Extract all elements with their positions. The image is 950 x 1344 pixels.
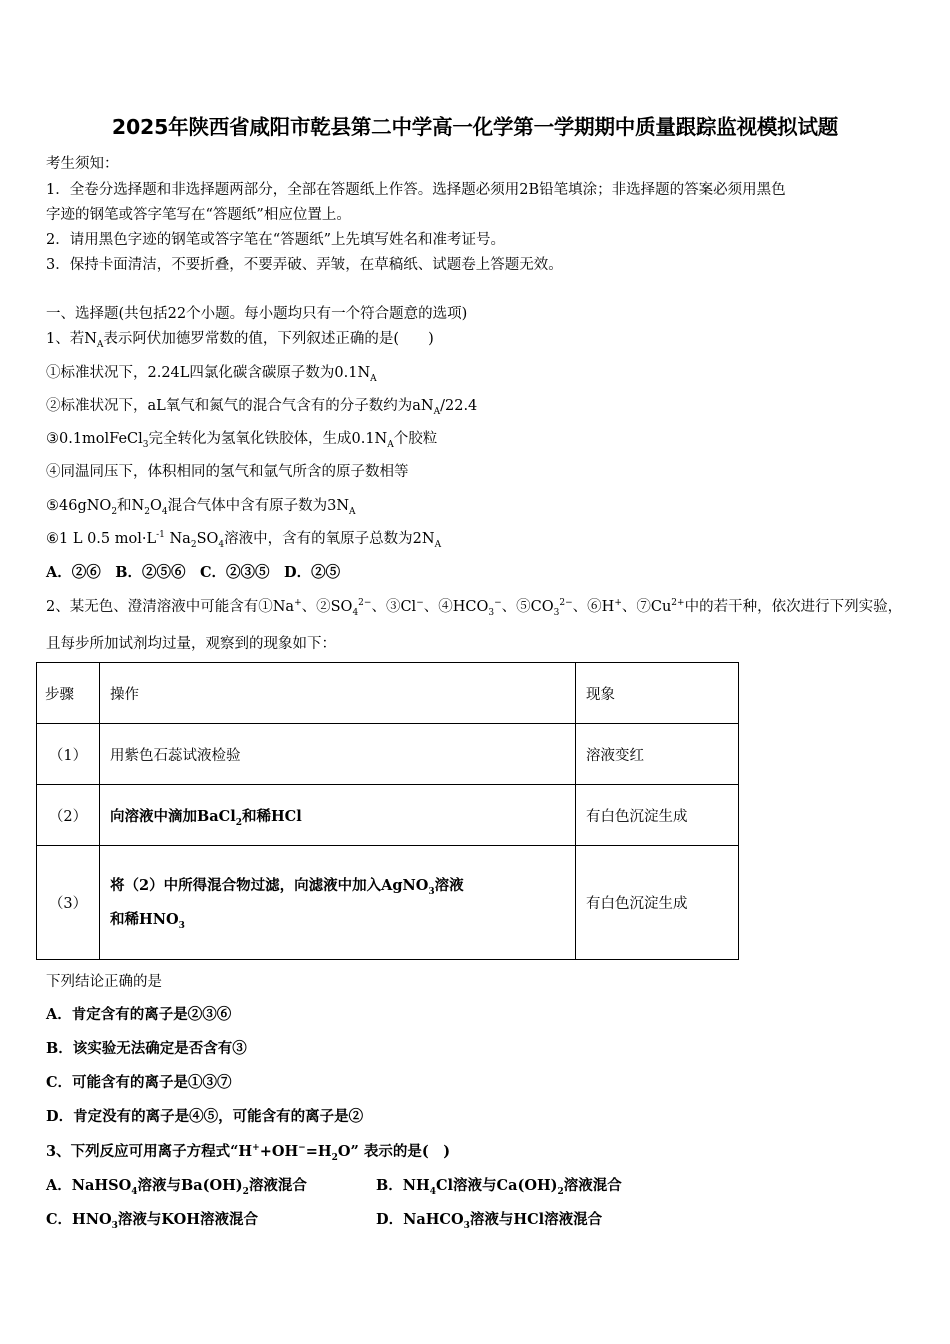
table-row [37, 846, 739, 960]
table-header-row [37, 663, 739, 724]
row2-step: （2） [37, 785, 100, 846]
q2-option-a: A．肯定含有的离子是②③⑥ [46, 1006, 232, 1023]
header-phenomenon: 现象 [576, 663, 739, 724]
notice-item-2: 2．请用黑色字迹的钢笔或答字笔在“答题纸”上先填写姓名和准考证号。 [46, 232, 506, 248]
q1-statement-1: ①标准状况下，2.24L四氯化碳含碳原子数为$0.1N_A$ [46, 365, 377, 384]
section-heading: 一、选择题(共包括22个小题。每小题均只有一个符合题意的选项) [46, 306, 468, 322]
row1-operation: 用紫色石蕊试液检验 [100, 724, 576, 785]
q3-option-b: B．$NH_4Cl$溶液与$Ca(OH)_2$溶液混合 [376, 1177, 622, 1197]
q1-stem: 1、若$N_A$表示阿伏加德罗常数的值，下列叙述正确的是( ) [46, 331, 434, 350]
row2-phenomenon: 有白色沉淀生成 [576, 785, 739, 846]
q1-statement-5: ⑤46gNO$_2$和$N_2O_4$混合气体中含有原子数为$3N_A$ [46, 498, 356, 517]
q3-option-d: D．NaHCO$_3$溶液与HCl溶液混合 [376, 1211, 603, 1231]
row1-phenomenon: 溶液变红 [576, 724, 739, 785]
experiment-table [36, 662, 739, 960]
q1-statement-4: ④同温同压下，体积相同的氢气和氩气所含的原子数相等 [46, 464, 409, 480]
row3-step: （3） [37, 846, 100, 960]
table-row [37, 785, 739, 846]
q3-option-a: A．NaHSO$_4$溶液与$Ba(OH)_2$溶液混合 [46, 1177, 307, 1197]
q1-statement-6: ⑥1 L 0.5 $mol\cdot L^{-1}$ $Na_2SO_4$溶液中，含有的氧原子总数为$2N_A$ [46, 530, 442, 550]
q2-conclusion-prompt: 下列结论正确的是 [46, 974, 162, 990]
header-step: 步骤 [37, 663, 100, 724]
q1-options: A．②⑥ B．②⑤⑥ C．②③⑤ D．②⑤ [46, 564, 341, 581]
q2-stem-line-2: 且每步所加试剂均过量，观察到的现象如下： [46, 636, 336, 652]
q2-option-b: B．该实验无法确定是否含有③ [46, 1040, 247, 1057]
q3-option-c: C．$HNO_3$溶液与KOH溶液混合 [46, 1211, 258, 1231]
row1-step: （1） [37, 724, 100, 785]
q2-option-c: C．可能含有的离子是①③⑦ [46, 1074, 232, 1091]
row3-operation: 将（2）中所得混合物过滤，向滤液中加入AgNO$_3$溶液 和稀$HNO_3$ [100, 846, 576, 960]
row3-phenomenon: 有白色沉淀生成 [576, 846, 739, 960]
notice-heading: 考生须知： [46, 156, 119, 172]
q2-stem-line-1: 2、某无色、澄清溶液中可能含有①Na+、$②SO_4^{2-}$、③Cl−、$④HCO_3^-$、$⑤CO_3^{2-}$、⑥H+、$⑦Cu^{2+}$中的若干种，依次进行下列实验， [46, 598, 903, 618]
q3-stem: 3、下列反应可用离子方程式“$H^++OH^-=H_2O$” 表示的是( ) [46, 1143, 451, 1163]
q2-option-d: D．肯定没有的离子是④⑤，可能含有的离子是② [46, 1108, 364, 1125]
row2-operation: 向溶液中滴加BaCl$_2$和稀HCl [100, 785, 576, 846]
notice-item-1: 1．全卷分选择题和非选择题两部分，全部在答题纸上作答。选择题必须用2B铅笔填涂；非选择题的答案必须用黑色 [46, 182, 786, 198]
notice-item-3: 3．保持卡面清洁，不要折叠，不要弄破、弄皱，在草稿纸、试题卷上答题无效。 [46, 257, 563, 273]
header-operation: 操作 [100, 663, 576, 724]
q1-statement-3: ③0.1molFeCl$_3$完全转化为氢氧化铁胶体，生成$0.1N_A$个胶粒 [46, 431, 438, 450]
notice-item-1-cont: 字迹的钢笔或答字笔写在“答题纸”相应位置上。 [46, 207, 351, 223]
exam-title: 2025年陕西省咸阳市乾县第二中学高一化学第一学期期中质量跟踪监视模拟试题 [111, 115, 839, 139]
q1-statement-2: ②标准状况下，aL氧气和氮气的混合气含有的分子数约为$aN_A/22.4$ [46, 398, 478, 417]
table-row [37, 724, 739, 785]
